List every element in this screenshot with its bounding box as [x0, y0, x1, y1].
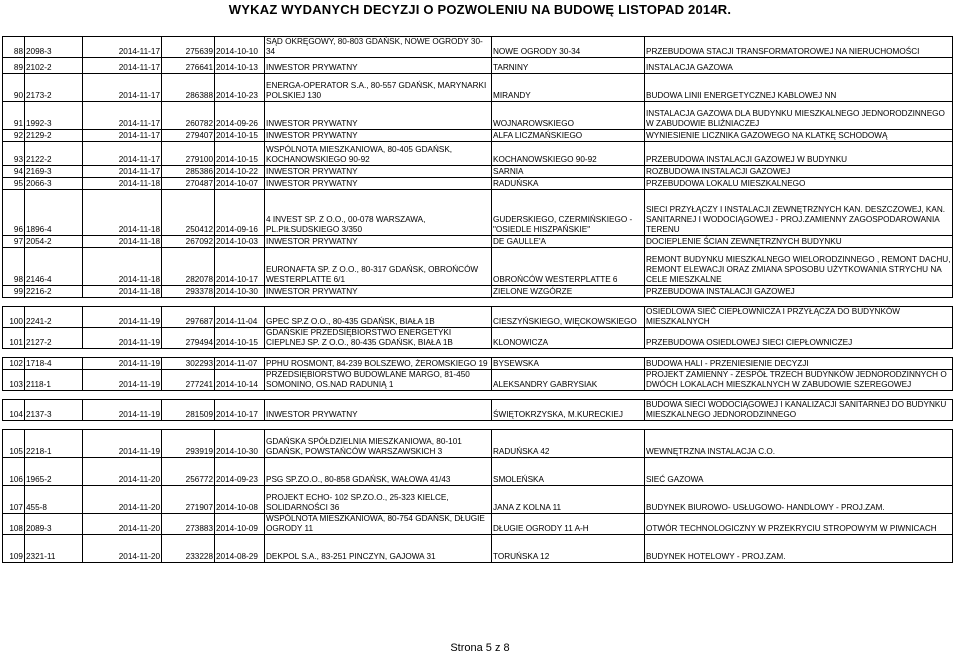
cell-data: 2014-11-19	[83, 430, 162, 458]
table-row	[3, 190, 953, 236]
cell-sprawa: 281509	[162, 400, 215, 421]
cell-data-wpl: 2014-09-23	[215, 458, 265, 486]
cell-data-wpl: 2014-10-23	[215, 74, 265, 102]
cell-obiekt: BUDOWA HALI - PRZENIESIENIE DECYZJI	[645, 358, 953, 370]
cell-obiekt: PRZEBUDOWA INSTALACJI GAZOWEJ W BUDYNKU	[645, 142, 953, 166]
cell-sprawa: 250412	[162, 190, 215, 236]
cell-lp: 97	[3, 236, 25, 248]
cell-lokalizacja: GUDERSKIEGO, CZERMIŃSKIEGO - "OSIEDLE HISZPAŃSKIE"	[492, 190, 645, 236]
spacer-row	[3, 421, 953, 430]
cell-lp: 103	[3, 370, 25, 391]
cell-data: 2014-11-17	[83, 74, 162, 102]
cell-obiekt: BUDYNEK BIUROWO- USŁUGOWO- HANDLOWY - PROJ.ZAM.	[645, 486, 953, 514]
cell-data: 2014-11-18	[83, 178, 162, 190]
cell-lp: 99	[3, 286, 25, 298]
table-row	[3, 102, 953, 130]
cell-data-wpl: 2014-10-15	[215, 142, 265, 166]
cell-lokalizacja: MIRANDY	[492, 74, 645, 102]
table-row	[3, 486, 953, 514]
table-row	[3, 166, 953, 178]
cell-data: 2014-11-18	[83, 286, 162, 298]
cell-data-wpl: 2014-10-22	[215, 166, 265, 178]
cell-nr: 2146-4	[25, 248, 83, 286]
cell-sprawa: 275639	[162, 37, 215, 58]
cell-data-wpl: 2014-10-14	[215, 370, 265, 391]
cell-nr: 2216-2	[25, 286, 83, 298]
cell-sprawa: 267092	[162, 236, 215, 248]
cell-nr: 1718-4	[25, 358, 83, 370]
cell-data-wpl: 2014-09-16	[215, 190, 265, 236]
cell-lp: 92	[3, 130, 25, 142]
cell-nr: 2118-1	[25, 370, 83, 391]
cell-lokalizacja: NOWE OGRODY 30-34	[492, 37, 645, 58]
cell-data-wpl: 2014-10-09	[215, 514, 265, 535]
cell-inwestor: INWESTOR PRYWATNY	[265, 102, 492, 130]
cell-data: 2014-11-19	[83, 400, 162, 421]
cell-inwestor: INWESTOR PRYWATNY	[265, 130, 492, 142]
cell-lokalizacja: KLONOWICZA	[492, 328, 645, 349]
cell-sprawa: 256772	[162, 458, 215, 486]
cell-lokalizacja: RADUŃSKA 42	[492, 430, 645, 458]
cell-inwestor: INWESTOR PRYWATNY	[265, 400, 492, 421]
page-number: Strona 5 z 8	[450, 642, 510, 654]
cell-nr: 2066-3	[25, 178, 83, 190]
cell-inwestor: WSPÓLNOTA MIESZKANIOWA, 80-405 GDAŃSK, KOCHANOWSKIEGO 90-92	[265, 142, 492, 166]
cell-lokalizacja: OBROŃCÓW WESTERPLATTE 6	[492, 248, 645, 286]
cell-sprawa: 285386	[162, 166, 215, 178]
cell-lokalizacja: ALEKSANDRY GABRYSIAK	[492, 370, 645, 391]
cell-data: 2014-11-18	[83, 190, 162, 236]
cell-lokalizacja: SMOLEŃSKA	[492, 458, 645, 486]
cell-lp: 109	[3, 535, 25, 563]
cell-data: 2014-11-17	[83, 58, 162, 74]
table-row	[3, 58, 953, 74]
cell-nr: 1896-4	[25, 190, 83, 236]
cell-data: 2014-11-20	[83, 514, 162, 535]
cell-nr: 2054-2	[25, 236, 83, 248]
cell-data: 2014-11-20	[83, 535, 162, 563]
cell-lokalizacja: ZIELONE WZGÓRZE	[492, 286, 645, 298]
cell-sprawa: 293378	[162, 286, 215, 298]
cell-data-wpl: 2014-11-07	[215, 358, 265, 370]
cell-lokalizacja: TORUŃSKA 12	[492, 535, 645, 563]
cell-data-wpl: 2014-10-13	[215, 58, 265, 74]
cell-inwestor: INWESTOR PRYWATNY	[265, 58, 492, 74]
table-row	[3, 130, 953, 142]
cell-lp: 98	[3, 248, 25, 286]
table-row	[3, 178, 953, 190]
cell-inwestor: INWESTOR PRYWATNY	[265, 166, 492, 178]
cell-obiekt: SIECI PRZYŁĄCZY I INSTALACJI ZEWNĘTRZNYCH KAN. DESZCZOWEJ, KAN. SANITARNEJ I WODOCIĄGOWEJ - PROJ.ZAMIENNY ZAGOSPODAROWANIA TERENU	[645, 190, 953, 236]
table-row	[3, 74, 953, 102]
cell-nr: 1992-3	[25, 102, 83, 130]
cell-lokalizacja: TARNINY	[492, 58, 645, 74]
table-row	[3, 248, 953, 286]
cell-sprawa: 273883	[162, 514, 215, 535]
cell-lp: 91	[3, 102, 25, 130]
cell-lokalizacja: BYSEWSKA	[492, 358, 645, 370]
cell-inwestor: INWESTOR PRYWATNY	[265, 178, 492, 190]
cell-nr: 2098-3	[25, 37, 83, 58]
cell-inwestor: GDAŃSKIE PRZEDSIĘBIORSTWO ENERGETYKI CIEPLNEJ SP. Z O.O., 80-435 GDAŃSK, BIAŁA 1B	[265, 328, 492, 349]
cell-data-wpl: 2014-10-15	[215, 328, 265, 349]
cell-obiekt: PRZEBUDOWA OSIEDLOWEJ SIECI CIEPŁOWNICZEJ	[645, 328, 953, 349]
cell-obiekt: SIEĆ GAZOWA	[645, 458, 953, 486]
cell-inwestor: ENERGA-OPERATOR S.A., 80-557 GDAŃSK, MARYNARKI POLSKIEJ 130	[265, 74, 492, 102]
cell-lp: 105	[3, 430, 25, 458]
cell-obiekt: ROZBUDOWA INSTALACJI GAZOWEJ	[645, 166, 953, 178]
cell-obiekt: PRZEBUDOWA STACJI TRANSFORMATOROWEJ NA NIERUCHOMOŚCI	[645, 37, 953, 58]
cell-lokalizacja: RADUŃSKA	[492, 178, 645, 190]
cell-data-wpl: 2014-10-10	[215, 37, 265, 58]
cell-nr: 2173-2	[25, 74, 83, 102]
permits-table	[2, 36, 953, 563]
table-row	[3, 328, 953, 349]
cell-nr: 2122-2	[25, 142, 83, 166]
cell-sprawa: 293919	[162, 430, 215, 458]
cell-sprawa: 260782	[162, 102, 215, 130]
cell-inwestor: PPHU ROSMONT, 84-239 BOLSZEWO, ŻEROMSKIEGO 19	[265, 358, 492, 370]
cell-nr: 2321-11	[25, 535, 83, 563]
cell-sprawa: 282078	[162, 248, 215, 286]
cell-lp: 106	[3, 458, 25, 486]
cell-nr: 2127-2	[25, 328, 83, 349]
cell-sprawa: 277241	[162, 370, 215, 391]
cell-obiekt: REMONT BUDYNKU MIESZKALNEGO WIELORODZINNEGO , REMONT DACHU, REMONT ELEWACJI ORAZ ZMIANA SPOSOBU UŻYTKOWANIA STRYCHU NA CELE MIESZKALNE	[645, 248, 953, 286]
cell-lp: 94	[3, 166, 25, 178]
cell-sprawa: 271907	[162, 486, 215, 514]
cell-inwestor: DEKPOL S.A., 83-251 PINCZYN, GAJOWA 31	[265, 535, 492, 563]
cell-data: 2014-11-19	[83, 307, 162, 328]
cell-obiekt: WYNIESIENIE LICZNIKA GAZOWEGO NA KLATKĘ SCHODOWĄ	[645, 130, 953, 142]
table-row	[3, 142, 953, 166]
cell-sprawa: 302293	[162, 358, 215, 370]
table-row	[3, 514, 953, 535]
cell-inwestor: GPEC SP.Z O.O., 80-435 GDAŃSK, BIAŁA 1B	[265, 307, 492, 328]
table-row	[3, 535, 953, 563]
cell-sprawa: 279100	[162, 142, 215, 166]
cell-data-wpl: 2014-09-26	[215, 102, 265, 130]
cell-data-wpl: 2014-10-08	[215, 486, 265, 514]
cell-obiekt: BUDYNEK HOTELOWY - PROJ.ZAM.	[645, 535, 953, 563]
cell-data: 2014-11-18	[83, 236, 162, 248]
cell-inwestor: INWESTOR PRYWATNY	[265, 236, 492, 248]
table-row	[3, 37, 953, 58]
cell-data-wpl: 2014-10-30	[215, 430, 265, 458]
table-row	[3, 236, 953, 248]
cell-inwestor: 4 INVEST SP. Z O.O., 00-078 WARSZAWA, PL.PIŁSUDSKIEGO 3/350	[265, 190, 492, 236]
cell-sprawa: 270487	[162, 178, 215, 190]
cell-nr: 2102-2	[25, 58, 83, 74]
cell-data-wpl: 2014-10-15	[215, 130, 265, 142]
cell-data-wpl: 2014-08-29	[215, 535, 265, 563]
cell-data-wpl: 2014-10-07	[215, 178, 265, 190]
cell-data: 2014-11-17	[83, 102, 162, 130]
cell-lokalizacja: JANA Z KOLNA 11	[492, 486, 645, 514]
cell-lokalizacja: SARNIA	[492, 166, 645, 178]
page-title: WYKAZ WYDANYCH DECYZJI O POZWOLENIU NA BUDOWĘ LISTOPAD 2014R.	[228, 2, 732, 17]
cell-sprawa: 286388	[162, 74, 215, 102]
cell-nr: 2089-3	[25, 514, 83, 535]
cell-sprawa: 297687	[162, 307, 215, 328]
cell-lp: 100	[3, 307, 25, 328]
cell-data-wpl: 2014-10-30	[215, 286, 265, 298]
cell-obiekt: WEWNĘTRZNA INSTALACJA C.O.	[645, 430, 953, 458]
cell-data: 2014-11-20	[83, 486, 162, 514]
cell-lp: 102	[3, 358, 25, 370]
table-row	[3, 430, 953, 458]
spacer-row	[3, 349, 953, 358]
cell-data: 2014-11-17	[83, 130, 162, 142]
cell-obiekt: INSTALACJA GAZOWA	[645, 58, 953, 74]
cell-inwestor: EURONAFTA SP. Z O.O., 80-317 GDAŃSK, OBROŃCÓW WESTERPLATTE 6/1	[265, 248, 492, 286]
cell-obiekt: PRZEBUDOWA LOKALU MIESZKALNEGO	[645, 178, 953, 190]
cell-lp: 107	[3, 486, 25, 514]
cell-inwestor: PROJEKT ECHO- 102 SP.ZO.O., 25-323 KIELCE, SOLIDARNOŚCI 36	[265, 486, 492, 514]
cell-lp: 90	[3, 74, 25, 102]
table-row	[3, 370, 953, 391]
cell-lp: 96	[3, 190, 25, 236]
cell-lokalizacja: KOCHANOWSKIEGO 90-92	[492, 142, 645, 166]
cell-nr: 1965-2	[25, 458, 83, 486]
cell-inwestor: GDAŃSKA SPÓŁDZIELNIA MIESZKANIOWA, 80-101 GDAŃSK, POWSTAŃCÓW WARSZAWSKICH 3	[265, 430, 492, 458]
cell-data: 2014-11-17	[83, 142, 162, 166]
cell-data: 2014-11-20	[83, 458, 162, 486]
cell-nr: 2218-1	[25, 430, 83, 458]
cell-lokalizacja: DŁUGIE OGRODY 11 A-H	[492, 514, 645, 535]
cell-sprawa: 279494	[162, 328, 215, 349]
spacer-row	[3, 391, 953, 400]
cell-obiekt: PROJEKT ZAMIENNY - ZESPÓŁ TRZECH BUDYNKÓW JEDNORODZINNYCH O DWÓCH LOKALACH MIESZKALNYCH W ZABUDOWIE SZEREGOWEJ	[645, 370, 953, 391]
cell-nr: 455-8	[25, 486, 83, 514]
table-row	[3, 307, 953, 328]
cell-data: 2014-11-17	[83, 166, 162, 178]
cell-obiekt: OTWÓR TECHNOLOGICZNY W PRZEKRYCIU STROPOWYM W PIWNICACH	[645, 514, 953, 535]
cell-lp: 89	[3, 58, 25, 74]
cell-lokalizacja: ALFA LICZMAŃSKIEGO	[492, 130, 645, 142]
cell-lp: 88	[3, 37, 25, 58]
cell-data: 2014-11-19	[83, 370, 162, 391]
cell-obiekt: PRZEBUDOWA INSTALACJI GAZOWEJ	[645, 286, 953, 298]
cell-data: 2014-11-19	[83, 358, 162, 370]
cell-lp: 101	[3, 328, 25, 349]
cell-nr: 2241-2	[25, 307, 83, 328]
cell-nr: 2169-3	[25, 166, 83, 178]
cell-obiekt: BUDOWA SIECI WODOCIĄGOWEJ I KANALIZACJI SANITARNEJ DO BUDYNKU MIESZKALNEGO JEDNORODZINNEGO	[645, 400, 953, 421]
cell-obiekt: OSIEDLOWA SIEĆ CIEPŁOWNICZA I PRZYŁĄCZA DO BUDYNKÓW MIESZKALNYCH	[645, 307, 953, 328]
cell-sprawa: 233228	[162, 535, 215, 563]
cell-data: 2014-11-19	[83, 328, 162, 349]
cell-lokalizacja: ŚWIĘTOKRZYSKA, M.KURECKIEJ	[492, 400, 645, 421]
cell-lp: 108	[3, 514, 25, 535]
cell-obiekt: DOCIEPLENIE ŚCIAN ZEWNĘTRZNYCH BUDYNKU	[645, 236, 953, 248]
cell-inwestor: SĄD OKRĘGOWY, 80-803 GDAŃSK, NOWE OGRODY 30-34	[265, 37, 492, 58]
cell-data: 2014-11-18	[83, 248, 162, 286]
table-row	[3, 358, 953, 370]
cell-data-wpl: 2014-10-17	[215, 400, 265, 421]
cell-inwestor: INWESTOR PRYWATNY	[265, 286, 492, 298]
cell-obiekt: INSTALACJA GAZOWA DLA BUDYNKU MIESZKALNEGO JEDNORODZINNEGO W ZABUDOWIE BLIŹNIACZEJ	[645, 102, 953, 130]
cell-obiekt: BUDOWA LINII ENERGETYCZNEJ KABLOWEJ NN	[645, 74, 953, 102]
cell-nr: 2129-2	[25, 130, 83, 142]
cell-lokalizacja: WOJNAROWSKIEGO	[492, 102, 645, 130]
cell-nr: 2137-3	[25, 400, 83, 421]
table-row	[3, 458, 953, 486]
cell-lokalizacja: DE GAULLE'A	[492, 236, 645, 248]
cell-data: 2014-11-17	[83, 37, 162, 58]
spacer-row	[3, 298, 953, 307]
cell-data-wpl: 2014-10-03	[215, 236, 265, 248]
table-row	[3, 400, 953, 421]
cell-data-wpl: 2014-10-17	[215, 248, 265, 286]
cell-lp: 93	[3, 142, 25, 166]
cell-sprawa: 279407	[162, 130, 215, 142]
cell-data-wpl: 2014-11-04	[215, 307, 265, 328]
cell-inwestor: WSPÓLNOTA MIESZKANIOWA, 80-754 GDAŃSK, DŁUGIE OGRODY 11	[265, 514, 492, 535]
cell-lp: 95	[3, 178, 25, 190]
cell-lokalizacja: CIESZYŃSKIEGO, WIĘCKOWSKIEGO	[492, 307, 645, 328]
cell-lp: 104	[3, 400, 25, 421]
cell-inwestor: PRZEDSIĘBIORSTWO BUDOWLANE MARGO, 81-450 SOMONINO, OS.NAD RADUNIĄ 1	[265, 370, 492, 391]
cell-sprawa: 276641	[162, 58, 215, 74]
cell-inwestor: PSG SP.ZO.O., 80-858 GDAŃSK, WAŁOWA 41/43	[265, 458, 492, 486]
table-row	[3, 286, 953, 298]
